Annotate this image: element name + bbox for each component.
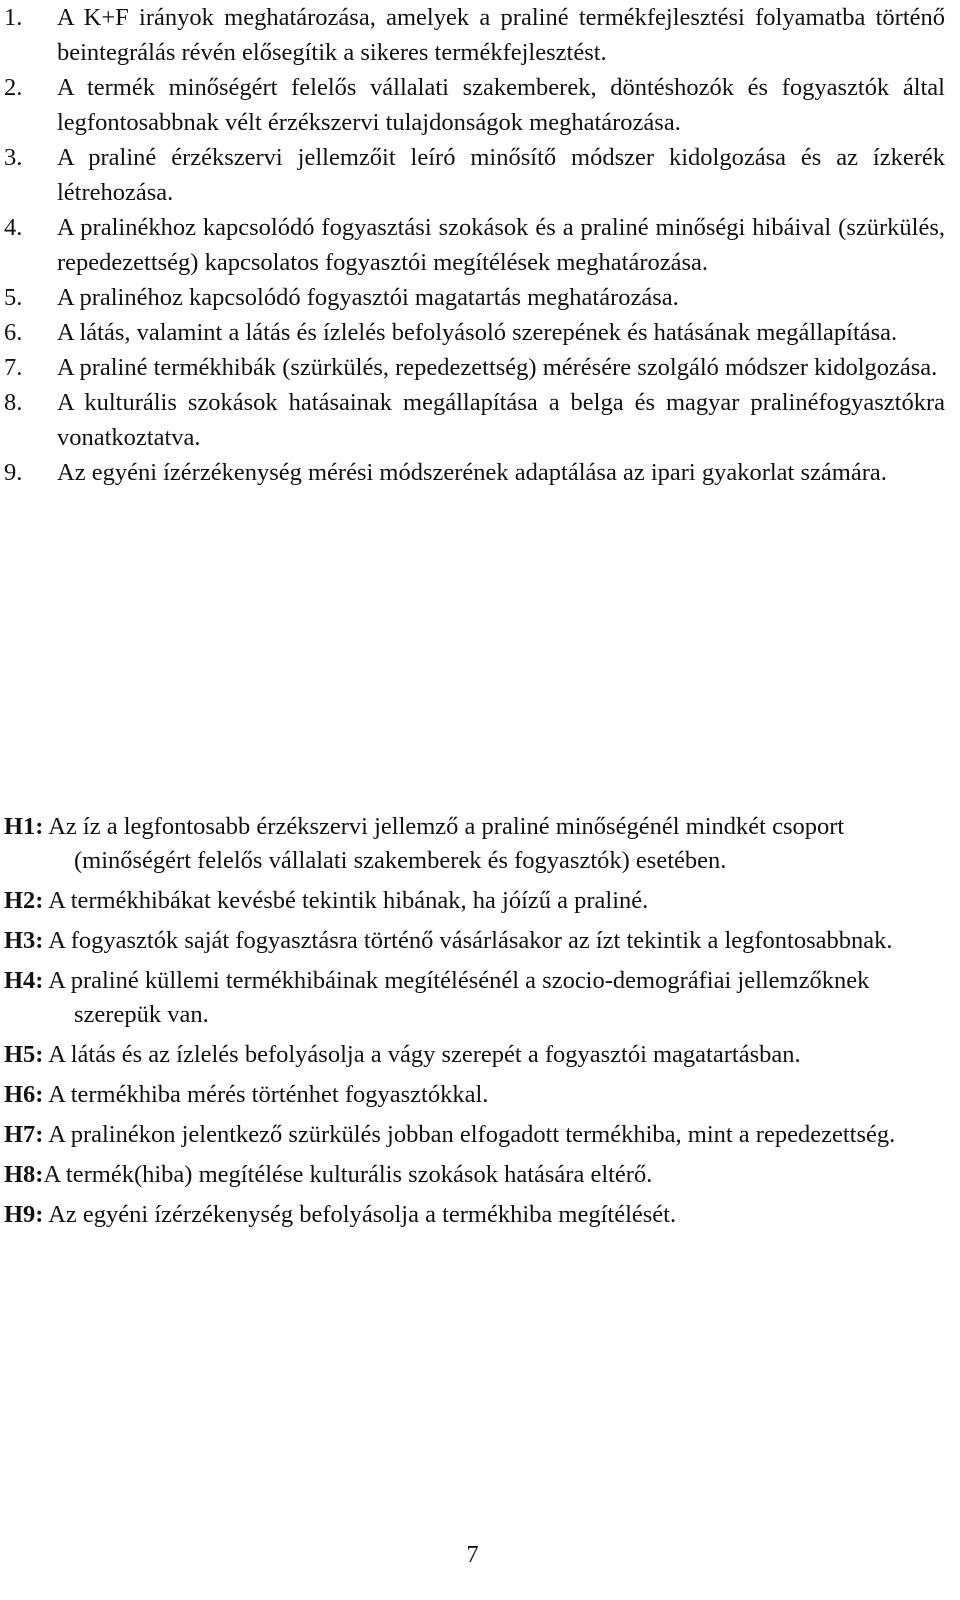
objective-item (0, 280, 945, 315)
objective-item (0, 350, 945, 385)
objective-item (0, 140, 945, 210)
objective-item (0, 0, 945, 70)
objectives-list (0, 0, 945, 490)
objective-number: 4. (4, 214, 23, 241)
hypothesis-label: H6: (4, 1081, 44, 1108)
hypothesis-text: A termék(hiba) megítélése kulturális szokások hatására eltérő. (43, 1161, 653, 1188)
objective-number: 2. (4, 74, 23, 101)
objective-text: A praliné termékhibák (szürkülés, repedezettség) mérésére szolgáló módszer kidolgozása. (57, 354, 938, 381)
hypothesis-item (0, 884, 945, 918)
hypothesis-label: H8: (4, 1161, 44, 1188)
hypothesis-item (0, 924, 945, 958)
hypothesis-text: A termékhibákat kevésbé tekintik hibának, ha jóízű a praliné. (43, 887, 649, 914)
objective-text: A termék minőségért felelős vállalati szakemberek, döntéshozók és fogyasztók által legfontosabbnak vélt érzékszervi tulajdonságok meghatározása. (57, 74, 945, 136)
hypothesis-item (0, 1158, 945, 1192)
hypothesis-label: H9: (4, 1201, 44, 1228)
hypothesis-label: H1: (4, 813, 44, 840)
hypothesis-text: Az egyéni ízérzékenység befolyásolja a termékhiba megítélését. (43, 1201, 677, 1228)
objective-number: 8. (4, 389, 23, 416)
objective-number: 7. (4, 354, 23, 381)
hypothesis-label: H3: (4, 927, 44, 954)
objective-item (0, 210, 945, 280)
objective-text: A látás, valamint a látás és ízlelés befolyásoló szerepének és hatásának megállapítása. (57, 319, 898, 346)
objective-number: 6. (4, 319, 23, 346)
hypothesis-text: A látás és az ízlelés befolyásolja a vágy szerepét a fogyasztói magatartásban. (43, 1041, 801, 1068)
objective-item (0, 455, 945, 490)
hypothesis-item (0, 964, 945, 1032)
objective-item (0, 315, 945, 350)
objective-text: A K+F irányok meghatározása, amelyek a praliné termékfejlesztési folyamatba történő beintegrálás révén elősegítik a sikeres termékfejlesztést. (57, 4, 945, 66)
hypothesis-item (0, 1198, 945, 1232)
objective-text: A pralinékhoz kapcsolódó fogyasztási szokások és a praliné minőségi hibáival (szürkülés, repedezettség) kapcsolatos fogyasztói megítélések meghatározása. (57, 214, 945, 276)
hypothesis-item (0, 1038, 945, 1072)
objective-item (0, 385, 945, 455)
hypothesis-text: Az íz a legfontosabb érzékszervi jellemző a praliné minőségénél mindkét csoport (minőségért felelős vállalati szakemberek és fogyasztók) esetében. (43, 813, 845, 874)
objective-text: A praliné érzékszervi jellemzőit leíró minősítő módszer kidolgozása és az ízkerék létrehozása. (57, 144, 945, 206)
objective-item (0, 70, 945, 140)
objective-text: A kulturális szokások hatásainak megállapítása a belga és magyar pralinéfogyasztókra vonatkoztatva. (57, 389, 945, 451)
hypothesis-item (0, 810, 945, 878)
objective-text: A pralinéhoz kapcsolódó fogyasztói magatartás meghatározása. (57, 284, 679, 311)
objective-number: 5. (4, 284, 23, 311)
page-number: 7 (466, 1541, 479, 1568)
hypothesis-label: H5: (4, 1041, 44, 1068)
hypothesis-text: A praliné küllemi termékhibáinak megítélésénél a szocio-demográfiai jellemzőknek szerepük van. (43, 967, 870, 1028)
hypotheses-list (0, 810, 945, 1238)
objective-number: 1. (4, 4, 23, 31)
hypothesis-label: H4: (4, 967, 44, 994)
hypothesis-label: H2: (4, 887, 44, 914)
objective-number: 3. (4, 144, 23, 171)
hypothesis-label: H7: (4, 1121, 44, 1148)
objective-number: 9. (4, 459, 23, 486)
hypothesis-text: A termékhiba mérés történhet fogyasztókkal. (43, 1081, 489, 1108)
hypothesis-text: A pralinékon jelentkező szürkülés jobban elfogadott termékhiba, mint a repedezettség. (43, 1121, 896, 1148)
hypothesis-item (0, 1118, 945, 1152)
hypothesis-item (0, 1078, 945, 1112)
hypothesis-text: A fogyasztók saját fogyasztásra történő vásárlásakor az ízt tekintik a legfontosabbnak. (43, 927, 893, 954)
objective-text: Az egyéni ízérzékenység mérési módszerének adaptálása az ipari gyakorlat számára. (57, 459, 887, 486)
